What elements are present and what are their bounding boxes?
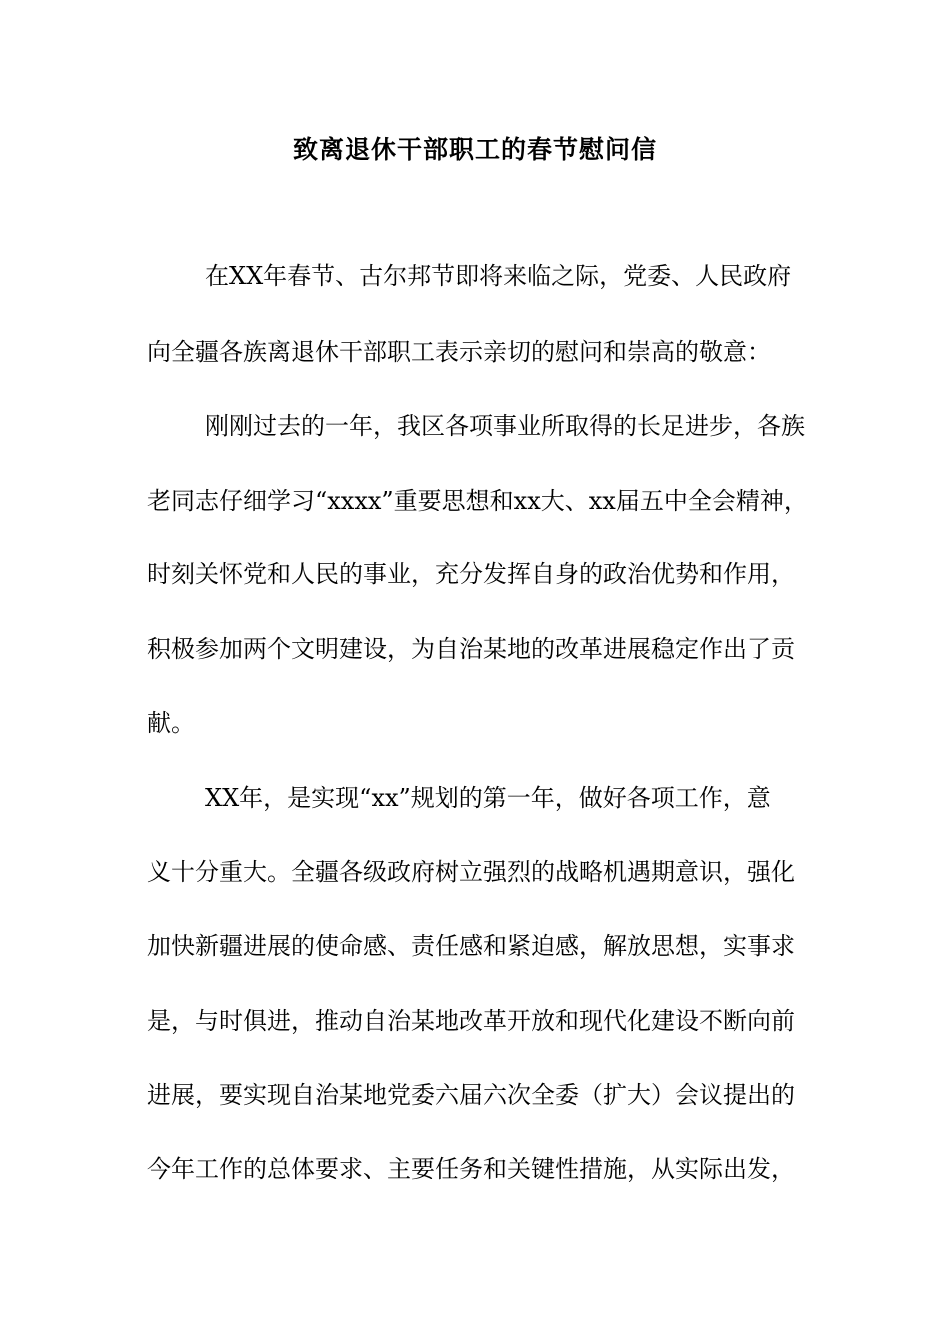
- paragraph-1-line-2: 向全疆各族离退休干部职工表示亲切的慰问和崇高的敬意：: [147, 338, 771, 366]
- paragraph-3-line-6: 今年工作的总体要求、主要任务和关键性措施，从实际出发，: [147, 1155, 795, 1183]
- paragraph-3-line-2: 义十分重大。全疆各级政府树立强烈的战略机遇期意识，强化: [147, 858, 795, 886]
- paragraph-3-line-1: XX年，是实现“xx”规划的第一年，做好各项工作，意: [205, 784, 771, 812]
- paragraph-2-line-2: 老同志仔细学习“xxxx”重要思想和xx大、xx届五中全会精神，: [147, 487, 808, 515]
- paragraph-1-line-1: 在XX年春节、古尔邦节即将来临之际，党委、人民政府: [205, 262, 792, 290]
- paragraph-2-line-3: 时刻关怀党和人民的事业，充分发挥自身的政治优势和作用，: [147, 560, 795, 588]
- paragraph-2-line-4: 积极参加两个文明建设，为自治某地的改革进展稳定作出了贡: [147, 635, 795, 663]
- paragraph-3-line-3: 加快新疆进展的使命感、责任感和紧迫感，解放思想，实事求: [147, 932, 795, 960]
- paragraph-3-line-4: 是，与时俱进，推动自治某地改革开放和现代化建设不断向前: [147, 1007, 795, 1035]
- paragraph-2-line-1: 刚刚过去的一年，我区各项事业所取得的长足进步，各族: [205, 412, 805, 440]
- paragraph-2-line-5: 献。: [147, 709, 195, 737]
- document-title: 致离退休干部职工的春节慰问信: [292, 135, 657, 164]
- paragraph-3-line-5: 进展，要实现自治某地党委六届六次全委（扩大）会议提出的: [147, 1081, 795, 1109]
